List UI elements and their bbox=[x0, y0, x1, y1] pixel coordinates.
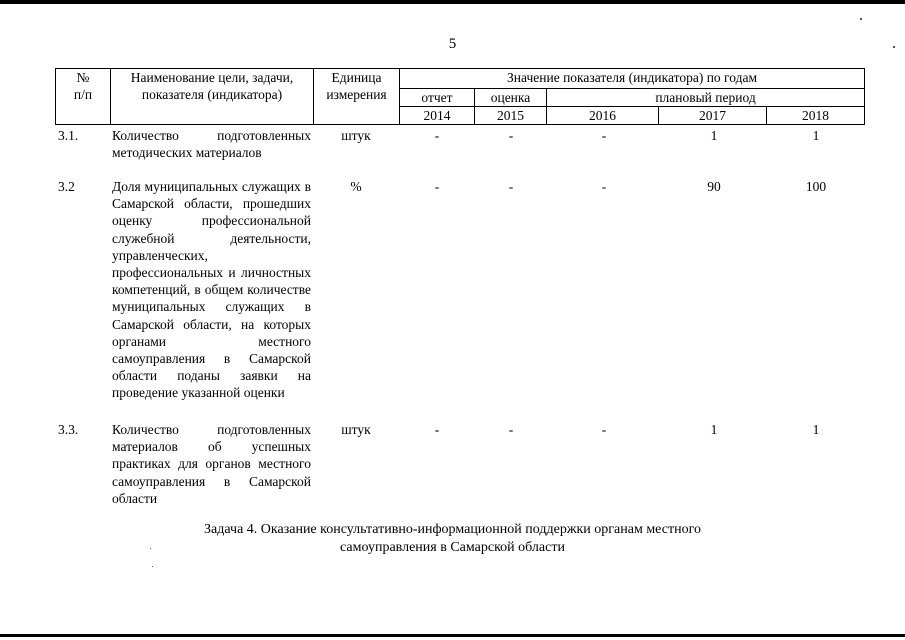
row-value-2015: - bbox=[508, 128, 514, 143]
header-unit-cell bbox=[314, 69, 400, 125]
header-name-line2: показателя (индикатора) bbox=[141, 87, 283, 102]
header-planned-period: плановый период bbox=[547, 89, 865, 107]
page-number: 5 bbox=[448, 36, 457, 52]
row-indicator-name: Доля муниципальных служащих в Самарской области, прошедших оценку профессиональной служебной деятельности, управленческих, профессиональных и личностных компетенций, в общем количестве муниципальных служащих в Самарской области, на которых органами местного самоуправления в Самарской области поданы заявки на проведение указанной оценки bbox=[112, 179, 311, 401]
row-number: 3.1. bbox=[58, 128, 79, 143]
row-indicator-name: Количество подготовленных материалов об успешных практиках для органов местного самоуправления в Самарской области bbox=[112, 422, 311, 506]
header-estimate: оценка bbox=[475, 89, 547, 107]
row-unit: штук bbox=[341, 128, 371, 143]
row-unit: % bbox=[350, 179, 362, 194]
header-year-2016: 2016 bbox=[547, 107, 659, 125]
row-value-2017: 90 bbox=[707, 179, 721, 194]
header-unit-line1: Единица bbox=[331, 70, 382, 85]
row-value-2016: - bbox=[601, 128, 607, 143]
row-value-2017: 1 bbox=[710, 128, 718, 143]
page-top-border bbox=[0, 0, 905, 4]
header-number-cell bbox=[56, 69, 111, 125]
row-value-2014: - bbox=[434, 128, 440, 143]
row-value-2017: 1 bbox=[710, 422, 718, 437]
row-value-2018: 1 bbox=[812, 128, 820, 143]
scan-speck bbox=[893, 46, 895, 48]
row-value-2018: 100 bbox=[805, 179, 827, 194]
row-unit: штук bbox=[341, 422, 371, 437]
row-value-2016: - bbox=[601, 422, 607, 437]
row-value-2018: 1 bbox=[812, 422, 820, 437]
page-bottom-border bbox=[0, 634, 905, 637]
row-number: 3.3. bbox=[58, 422, 79, 437]
scan-speck bbox=[152, 566, 153, 567]
row-value-2014: - bbox=[434, 422, 440, 437]
row-value-2016: - bbox=[601, 179, 607, 194]
scan-speck bbox=[150, 548, 151, 549]
header-name-cell bbox=[111, 69, 314, 125]
header-number-line2: п/п bbox=[73, 87, 93, 102]
row-value-2014: - bbox=[434, 179, 440, 194]
header-number-line1: № bbox=[76, 70, 90, 85]
scan-speck bbox=[860, 18, 862, 20]
indicator-table-header bbox=[55, 68, 865, 125]
header-year-2014: 2014 bbox=[400, 107, 475, 125]
row-value-2015: - bbox=[508, 179, 514, 194]
row-number: 3.2 bbox=[58, 179, 75, 194]
row-indicator-name: Количество подготовленных методических материалов bbox=[112, 128, 311, 161]
header-report: отчет bbox=[400, 89, 475, 107]
task-heading-line1: Задача 4. Оказание консультативно-информационной поддержки органам местного bbox=[204, 522, 701, 537]
header-name-line1: Наименование цели, задачи, bbox=[130, 70, 294, 85]
header-year-2015: 2015 bbox=[475, 107, 547, 125]
header-year-2017: 2017 bbox=[659, 107, 767, 125]
task-heading-line2: самоуправления в Самарской области bbox=[340, 539, 565, 555]
header-year-2018: 2018 bbox=[767, 107, 865, 125]
header-values-title: Значение показателя (индикатора) по годам bbox=[400, 69, 865, 89]
task-heading bbox=[140, 521, 765, 556]
row-value-2015: - bbox=[508, 422, 514, 437]
header-unit-line2: измерения bbox=[326, 87, 387, 102]
